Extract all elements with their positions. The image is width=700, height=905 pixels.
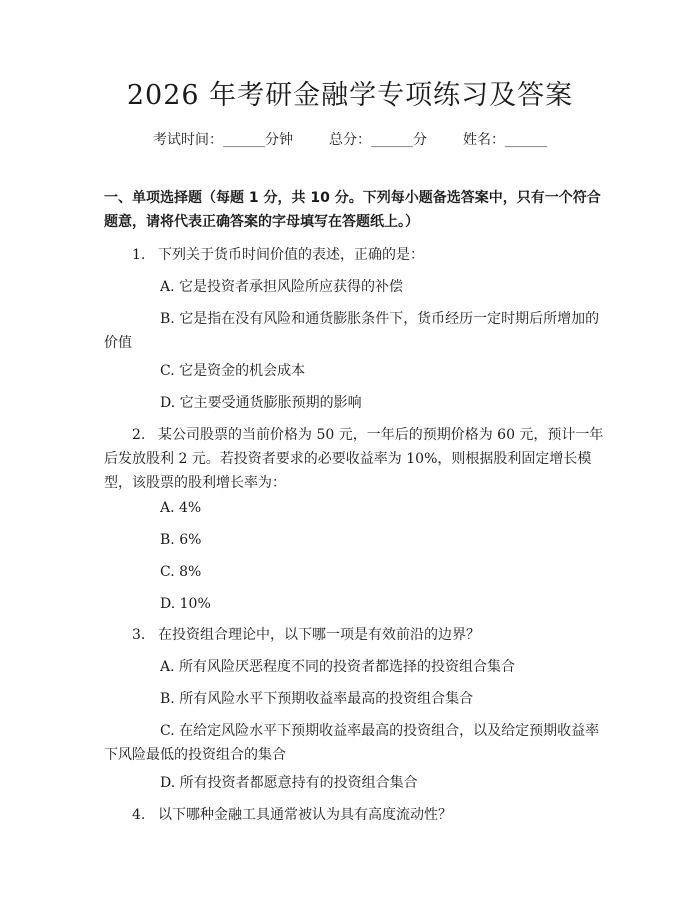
option: C. 它是资金的机会成本 <box>160 363 306 379</box>
question-2 <box>104 423 604 495</box>
question-stem: 在投资组合理论中，以下哪一项是有效前沿的边界？ <box>158 627 480 643</box>
option: A. 它是投资者承担风险所应获得的补偿 <box>160 279 404 295</box>
total-score-field: 总分：______分 <box>329 132 427 148</box>
option: C. 在给定风险水平下预期收益率最高的投资组合，以及给定预期收益率下风险最低的投资组合的集合 <box>104 723 600 763</box>
option: B. 6% <box>160 532 202 548</box>
name-field: 姓名：______ <box>463 132 547 148</box>
question-number: 3. <box>132 627 146 643</box>
question-number: 1. <box>132 247 146 263</box>
page-title: 2026 年考研金融学专项练习及答案 <box>126 80 574 111</box>
exam-meta <box>0 130 700 150</box>
question-4 <box>104 803 604 827</box>
question-3 <box>104 623 604 647</box>
question-stem: 某公司股票的当前价格为 50 元，一年后的预期价格为 60 元，预计一年后发放股利 2 元。若投资者要求的必要收益率为 10%，则根据股利固定增长模型，该股票的股利增长率为： <box>104 427 604 491</box>
option: D. 它主要受通货膨胀预期的影响 <box>160 395 362 411</box>
question-1 <box>104 243 604 267</box>
option: B. 它是指在没有风险和通货膨胀条件下，货币经历一定时期后所增加的价值 <box>104 311 600 351</box>
question-number: 2. <box>132 427 146 443</box>
option: B. 所有风险水平下预期收益率最高的投资组合集合 <box>160 691 474 707</box>
option: C. 8% <box>160 564 202 580</box>
option: A. 所有风险厌恶程度不同的投资者都选择的投资组合集合 <box>160 659 516 675</box>
question-stem: 下列关于货币时间价值的表述，正确的是： <box>158 247 424 263</box>
option: A. 4% <box>160 500 202 516</box>
option: D. 所有投资者都愿意持有的投资组合集合 <box>160 775 418 791</box>
exam-time-field: 考试时间：______分钟 <box>153 132 293 148</box>
section-heading: 一、单项选择题（每题 1 分，共 10 分。下列每小题备选答案中，只有一个符合题意，请将代表正确答案的字母填写在答题纸上。） <box>104 190 601 230</box>
question-stem: 以下哪种金融工具通常被认为具有高度流动性？ <box>158 807 452 823</box>
question-number: 4. <box>132 807 146 823</box>
option: D. 10% <box>160 596 211 612</box>
